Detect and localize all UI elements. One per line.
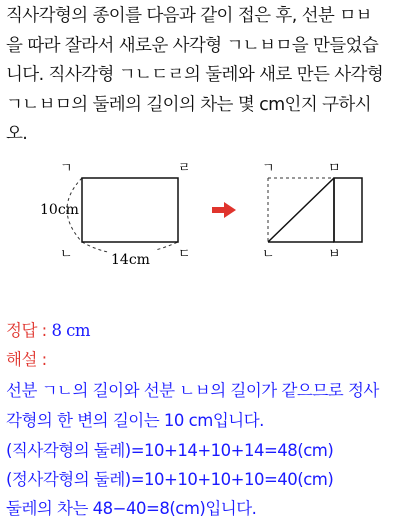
problem-line: 을 따라 잘라서 새로운 사각형 ㄱㄴㅂㅁ을 만들었습: [6, 35, 379, 56]
vertex-label: ㄷ: [178, 247, 191, 262]
vertex-label: ㄱ: [262, 161, 275, 176]
original-rectangle: [82, 178, 178, 242]
problem-line: ㄱㄴㅂㅁ의 둘레의 길이의 차는 몇 cm인지 구하시: [6, 94, 372, 115]
folded-figure: [262, 161, 362, 262]
folded-diagonal: [268, 178, 334, 242]
answer-value: 8 cm: [51, 321, 91, 340]
vertex-label: ㄴ: [60, 247, 73, 262]
vertex-label: ㄱ: [60, 161, 73, 176]
folding-figure: [0, 150, 400, 280]
explanation-line: 선분 ㄱㄴ의 길이와 선분 ㄴㅂ의 길이가 같으므로 정사: [6, 381, 379, 400]
vertex-label: ㅂ: [328, 247, 341, 262]
answer-row: [6, 317, 398, 341]
vertex-label: ㄴ: [262, 247, 275, 262]
explanation-line: (정사각형의 둘레)=10+10+10+10=40(cm): [6, 470, 334, 489]
height-label: 10cm: [40, 202, 79, 218]
explanation-line: 각형의 한 변의 길이는 10 cm입니다.: [6, 411, 264, 430]
problem-line: 니다. 직사각형 ㄱㄴㄷㄹ의 둘레와 새로 만든 사각형: [6, 65, 384, 85]
explanation-line: (직사각형의 둘레)=10+14+10+14=48(cm): [6, 441, 334, 460]
vertex-label: ㄹ: [178, 161, 191, 176]
problem-line: 직사각형의 종이를 다음과 같이 접은 후, 선분 ㅁㅂ: [6, 6, 372, 26]
explanation-line: 둘레의 차는 48−40=8(cm)입니다.: [6, 499, 257, 518]
problem-text: [6, 2, 398, 150]
problem-line: 오.: [6, 124, 28, 144]
answer-label: 정답 :: [6, 321, 47, 340]
explanation-label: 해설 :: [6, 350, 47, 369]
arrow-right-icon: [212, 202, 236, 218]
remaining-strip: [334, 178, 362, 242]
width-label: 14cm: [111, 252, 150, 268]
original-rectangle-figure: [40, 161, 191, 268]
vertex-label: ㅁ: [328, 161, 341, 176]
